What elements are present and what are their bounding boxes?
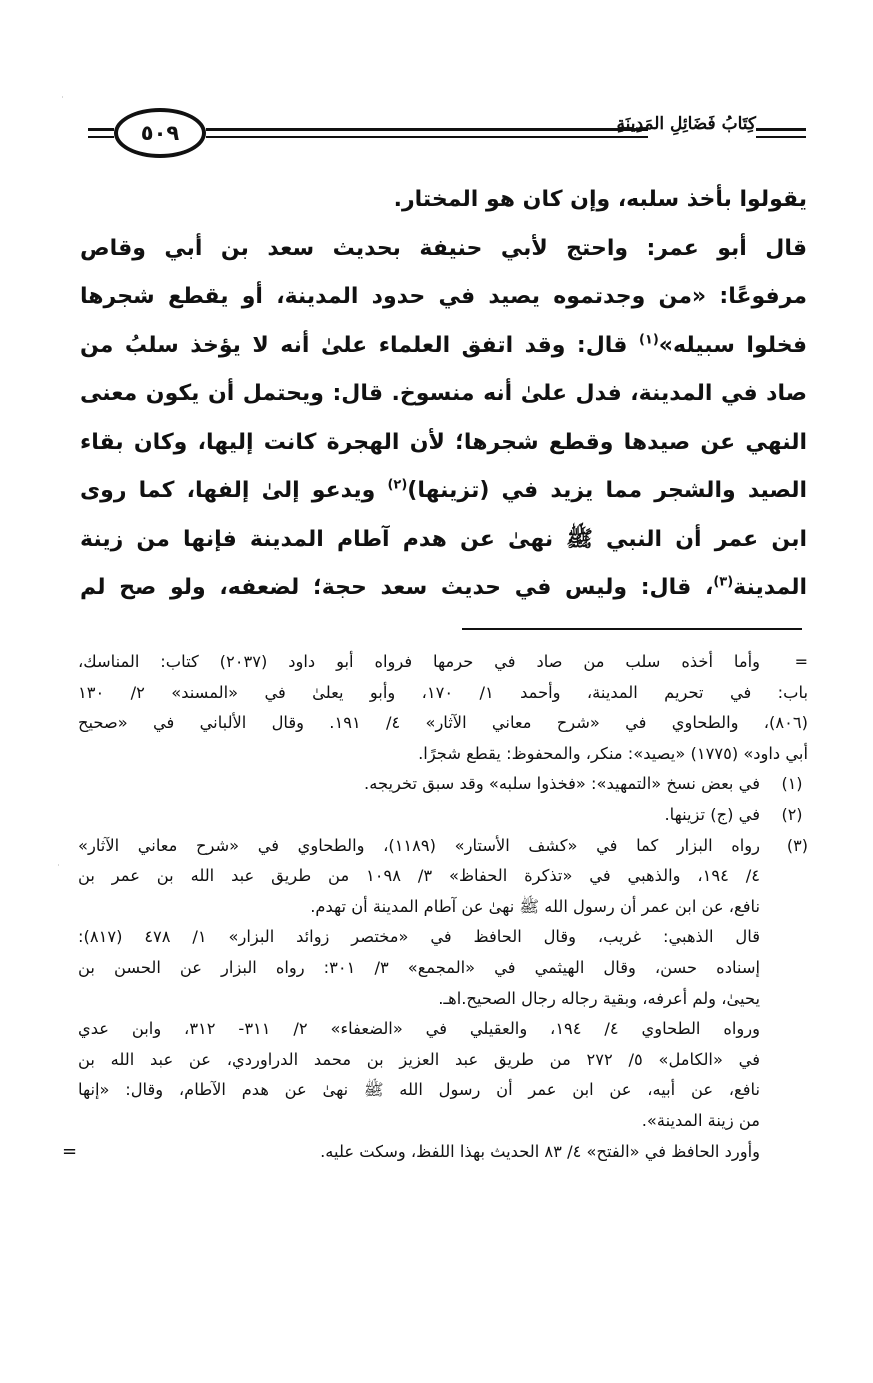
header-rule-left [88,128,114,138]
footnote-item: (٣) رواه البزار كما في «كشف الأستار» (١١٨٩)، والطحاوي في «شرح معاني الآثار» [78,831,808,862]
main-line: المدينة$^{(٣)}$، قال: وليس في حديث سعد حجة؛ لضعفه، ولو صح لم [80,574,807,600]
footnote-line: قال الذهبي: غريب، وقال الحافظ في «مختصر زوائد البزار» ١/ ٤٧٨ (٨١٧): [78,927,761,947]
footnote-line: وأورد الحافظ في «الفتح» ٤/ ٨٣ الحديث بهذا اللفظ، وسكت عليه. = [78,1137,808,1168]
footnote-divider [462,628,802,630]
scan-speck [62,96,63,98]
footnote-line: باب: في تحريم المدينة، وأحمد ١/ ١٧٠، وأبو يعلىٰ في «المسند» ٢/ ١٣٠ [78,682,808,702]
header-rule-middle [206,128,648,138]
running-title: كِتَابُ فَضَائِلِ المَدِينَةِ [616,114,756,134]
main-text [80,176,807,613]
scan-speck [58,864,59,866]
page-number-badge [114,108,206,158]
footnote-line: في «الكامل» ٥/ ٢٧٢ من طريق عبد العزيز بن محمد الدراوردي، عن عبد الله بن [78,1049,760,1069]
footnote-line: ورواه الطحاوي ٤/ ١٩٤، والعقيلي في «الضعفاء» ٢/ ٣١١- ٣١٢، وابن عدي [78,1019,760,1039]
main-line: النهي عن صيدها وقطع شجرها؛ لأن الهجرة كانت إليها، وكان بقاء [80,429,807,455]
main-line: يقولوا بأخذ سلبه، وإن كان هو المختار. [393,187,807,212]
footnotes [62,647,808,1167]
main-line: قال أبو عمر: واحتج لأبي حنيفة بحديث سعد بن أبي وقاص [80,235,807,261]
page-header [88,100,806,160]
footnote-number: (٢) [781,804,803,824]
footnote-number: (٣) [786,835,808,855]
end-marker: = [62,1140,78,1162]
footnote-line: من زينة المدينة». [641,1110,760,1130]
footnote-line: = وأما أخذه سلب من صاد في حرمها فرواه أبو داود (٢٠٣٧) كتاب: المناسك، [78,647,808,678]
footnote-line: أبي داود» (١٧٧٥) «يصيد»: منكر، والمحفوظ: يقطع شجرًا. [418,743,808,763]
footnote-line: يحيىٰ، ولم أعرفه، وبقية رجاله رجال الصحيح.اهـ. [438,988,760,1008]
main-line: مرفوعًا: «من وجدتموه يصيد في حدود المدينة، أو يقطع شجرها [80,284,807,309]
main-line: صاد في المدينة، فدل علىٰ أنه منسوخ. قال: ويحتمل أن يكون معنى [80,381,807,406]
footnote-item: (٢) في (ج) تزينها. [78,800,808,831]
footnote-line: إسناده حسن، وقال الهيثمي في «المجمع» ٣/ ٣٠١: رواه البزار عن الحسن بن [78,957,760,977]
footnote-line: ٤/ ١٩٤، والذهبي في «تذكرة الحفاظ» ٣/ ١٠٩٨ من طريق عبد الله بن عمر بن [78,866,760,886]
page-number: ٥٠٩ [140,121,180,145]
header-rule-right [756,128,806,138]
footnote-ref[interactable]: (٢) [387,477,408,493]
continuation-marker: = [794,652,808,671]
footnote-number: (١) [781,774,803,794]
footnote-line: (٨٠٦)، والطحاوي في «شرح معاني الآثار» ٤/ ١٩١. وقال الألباني في «صحيح [78,713,808,733]
footnote-line: نافع، عن ابن عمر أن رسول الله ﷺ نهىٰ عن آطام المدينة أن تهدم. [310,896,760,916]
footnote-ref[interactable]: (١) [638,332,659,348]
main-line: الصيد والشجر مما يزيد في (تزينها)$^{(٢)}$ ويدعو إلىٰ إلفها، كما روى [80,477,807,503]
main-line: فخلوا سبيله»$^{(١)}$ قال: وقد اتفق العلماء علىٰ أنه لا يؤخذ سلبُ من [80,332,807,358]
footnote-ref[interactable]: (٣) [713,574,734,590]
footnote-item: (١) في بعض نسخ «التمهيد»: «فخذوا سلبه» وقد سبق تخريجه. [78,769,808,800]
footnote-line: نافع، عن أبيه، عن ابن عمر أن رسول الله ﷺ نهىٰ عن هدم الآطام، وقال: «إنها [78,1080,760,1100]
main-line: ابن عمر أن النبي ﷺ نهىٰ عن هدم آطام المدينة فإنها من زينة [80,526,807,552]
